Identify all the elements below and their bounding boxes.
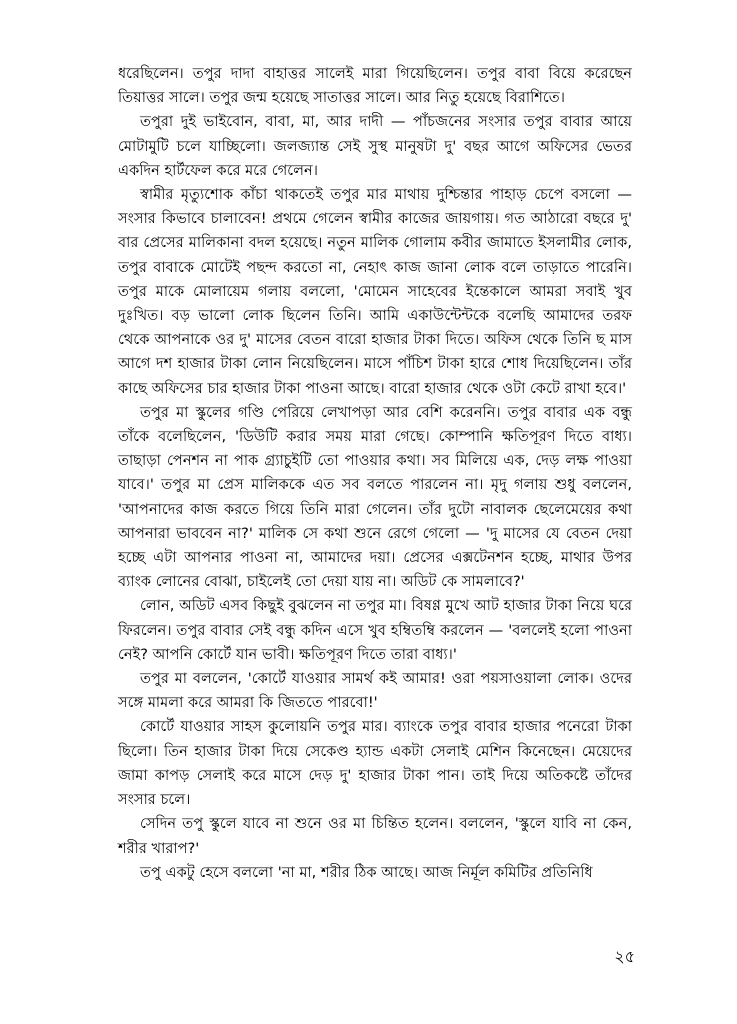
- paragraph: লোন, অডিট এসব কিছুই বুঝলেন না তপুর মা। বিষণ্ণ মুখে আট হাজার টাকা নিয়ে ঘরে ফিরলেন। তপুর বাবার সেই বন্ধু কদিন এসে খুব হম্বিতম্বি করলেন — 'বললেই হলো পাওনা নেই? আপনি কোর্টে যান ভাবী। ক্ষতিপূরণ দিতে তারা বাধ্য।': [118, 597, 632, 663]
- paragraph: তপুরা দুই ভাইবোন, বাবা, মা, আর দাদী — পাঁচজনের সংসার তপুর বাবার আয়ে মোটামুটি চলে যাচ্ছিলো। জলজ্যান্ত সেই সুস্থ মানুষটা দু' বছর আগে অফিসের ভেতর একদিন হার্টফেল করে মরে গেলেন।: [118, 113, 632, 179]
- body-text: [118, 62, 632, 885]
- paragraph: স্বামীর মৃত্যুশোক কাঁচা থাকতেই তপুর মার মাথায় দুশ্চিন্তার পাহাড় চেপে বসলো — সংসার কিভাবে চালাবেন! প্রথমে গেলেন স্বামীর কাজের জায়গায়। গত আঠারো বছরে দু' বার প্রেসের মালিকানা বদল হয়েছে। নতুন মালিক গোলাম কবীর জামাতে ইসলামীর লোক, তপুর বাবাকে মোটেই পছন্দ করতো না, নেহাৎ কাজ জানা লোক বলে তাড়াতে পারেনি। তপুর মাকে মোলায়েম গলায় বললো, 'মোমেন সাহেবের ইন্তেকালে আমরা সবাই খুব দুঃখিত। বড় ভালো লোক ছিলেন তিনি। আমি একাউন্টেন্টকে বলেছি আমাদের তরফ থেকে আপনাকে ওর দু' মাসের বেতন বারো হাজার টাকা দিতে। অফিস থেকে তিনি ছ মাস আগে দশ হাজার টাকা লোন নিয়েছিলেন। মাসে পাঁচিশ টাকা হারে শোধ দিয়েছিলেন। তাঁর কাছে অফিসের চার হাজার টাকা পাওনা আছে। বারো হাজার থেকে ওটা কেটে রাখা হবে।': [118, 186, 632, 397]
- paragraph: তপুর মা স্কুলের গণ্ডি পেরিয়ে লেখাপড়া আর বেশি করেননি। তপুর বাবার এক বন্ধু তাঁকে বলেছিলেন, 'ডিউটি করার সময় মারা গেছে। কোম্পানি ক্ষতিপূরণ দিতে বাধ্য। তাছাড়া পেনশন না পাক গ্র্যাচুইটি তো পাওয়ার কথা। সব মিলিয়ে এক, দেড় লক্ষ পাওয়া যাবে।' তপুর মা প্রেস মালিককে এত সব বলতে পারলেন না। মৃদু গলায় শুধু বললেন, 'আপনাদের কাজ করতে গিয়ে তিনি মারা গেলেন। তাঁর দুটো নাবালক ছেলেমেয়ের কথা আপনারা ভাববেন না?' মালিক সে কথা শুনে রেগে গেলো — 'দু মাসের যে বেতন দেয়া হচ্ছে এটা আপনার পাওনা না, আমাদের দয়া। প্রেসের এক্সটেনশন হচ্ছে, মাথার উপর ব্যাংক লোনের বোঝা, চাইলেই তো দেয়া যায় না। অডিট কে সামলাবে?': [118, 403, 632, 591]
- paragraph: তপুর মা বললেন, 'কোর্টে যাওয়ার সামর্থ কই আমার! ওরা পয়সাওয়ালা লোক। ওদের সঙ্গে মামলা করে আমরা কি জিততে পারবো!': [118, 670, 632, 712]
- page-number: ২৫: [614, 947, 635, 966]
- paragraph: কোর্টে যাওয়ার সাহস কুলোয়নি তপুর মার। ব্যাংকে তপুর বাবার হাজার পনেরো টাকা ছিলো। তিন হাজার টাকা দিয়ে সেকেণ্ড হ্যান্ড একটা সেলাই মেশিন কিনেছেন। মেয়েদের জামা কাপড় সেলাই করে মাসে দেড় দু' হাজার টাকা পান। তাই দিয়ে অতিকষ্টে তাঁদের সংসার চলে।: [118, 718, 632, 809]
- paragraph-continued: ধরেছিলেন। তপুর দাদা বাহাত্তর সালেই মারা গিয়েছিলেন। তপুর বাবা বিয়ে করেছেন তিয়াত্তর সালে। তপুর জন্ম হয়েছে সাতাত্তর সালে। আর নিতু হয়েছে বিরাশিতে।: [118, 65, 632, 107]
- paragraph: তপু একটু হেসে বললো 'না মা, শরীর ঠিক আছে। আজ নির্মূল কমিটির প্রতিনিধি: [140, 863, 593, 881]
- paragraph: সেদিন তপু স্কুলে যাবে না শুনে ওর মা চিন্তিত হলেন। বললেন, 'স্কুলে যাবি না কেন, শরীর খারাপ?': [118, 815, 632, 857]
